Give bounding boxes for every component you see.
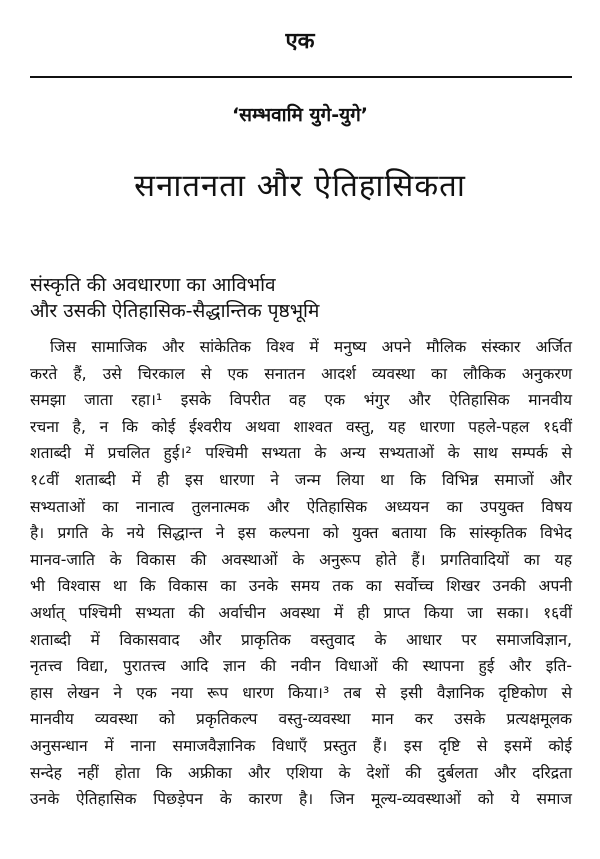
paragraph-line: मानवीय व्यवस्था को प्रकृतिकल्प वस्तु-व्यवस्था मान कर उसके प्रत्यक्षमूलक [30,710,572,729]
paragraph-line: समझा जाता रहा।¹ इसके विपरीत वह एक भंगुर और ऐतिहासिक मानवीय [30,391,572,410]
chapter-title: सनातनता और ऐतिहासिकता [134,168,466,204]
paragraph-line: अर्थात् पश्चिमी सभ्यता की अर्वाचीन अवस्था में ही प्राप्त किया जा सका। १६वीं [30,603,572,622]
section-heading-line: संस्कृति की अवधारणा का आविर्भाव [30,274,276,296]
section-heading-line: और उसकी ऐतिहासिक-सैद्धान्तिक पृष्ठभूमि [30,300,320,322]
paragraph-line: अनुसन्धान में नाना समाजवैज्ञानिक विधाएँ प्रस्तुत हैं। इस दृष्टि से इसमें कोई [30,736,572,755]
chapter-number: एक [285,29,315,54]
chapter-epigraph: ‘सम्भवामि युगे-युगे’ [231,104,369,126]
section-heading [30,272,575,324]
paragraph-line: सन्देह नहीं होता कि अफ्रीका और एशिया के देशों की दुर्बलता और दरिद्रता [30,763,572,782]
paragraph-line: सभ्यताओं का नानात्व तुलनात्मक और ऐतिहासिक अध्ययन का उपयुक्त विषय [30,497,572,516]
paragraph-line: नृतत्त्व विद्या, पुरातत्त्व आदि ज्ञान की नवीन विधाओं की स्थापना हुई और इति- [30,657,572,676]
paragraph-line: मानव-जाति के विकास की अवस्थाओं के अनुरूप होते हैं। प्रगतिवादियों का यह [30,550,572,569]
paragraph-line: करते हैं, उसे चिरकाल से एक सनातन आदर्श व्यवस्था का लौकिक अनुकरण [30,364,572,383]
header-rule [30,76,572,78]
paragraph-line: १८वीं शताब्दी में ही इस धारणा ने जन्म लिया था कि विभिन्न समाजों और [30,470,572,489]
paragraph-line: शताब्दी में विकासवाद और प्राकृतिक वस्तुवाद के आधार पर समाजविज्ञान, [30,630,572,649]
paragraph-line: रचना है, न कि कोई ईश्वरीय अथवा शाश्वत वस्तु, यह धारणा पहले-पहल १६वीं [30,417,572,436]
paragraph-line: उनके ऐतिहासिक पिछड़ेपन के कारण है। जिन मूल्य-व्यवस्थाओं को ये समाज [30,790,572,809]
paragraph-line: हास लेखन ने एक नया रूप धारण किया।³ तब से इसी वैज्ञानिक दृष्टिकोण से [30,683,572,702]
paragraph-line: जिस सामाजिक और सांकेतिक विश्व में मनुष्य अपने मौलिक संस्कार अर्जित [50,338,572,356]
body-paragraph [30,334,572,813]
paragraph-line: भी विश्वास था कि विकास का उनके समय तक का सर्वोच्च शिखर उनकी अपनी [30,577,572,596]
paragraph-line: शताब्दी में प्रचलित हुई।² पश्चिमी सभ्यता के अन्य सभ्यताओं के साथ सम्पर्क से [30,444,572,463]
paragraph-line: है। प्रगति के नये सिद्धान्त ने इस कल्पना को युक्त बताया कि सांस्कृतिक विभेद [30,524,572,543]
